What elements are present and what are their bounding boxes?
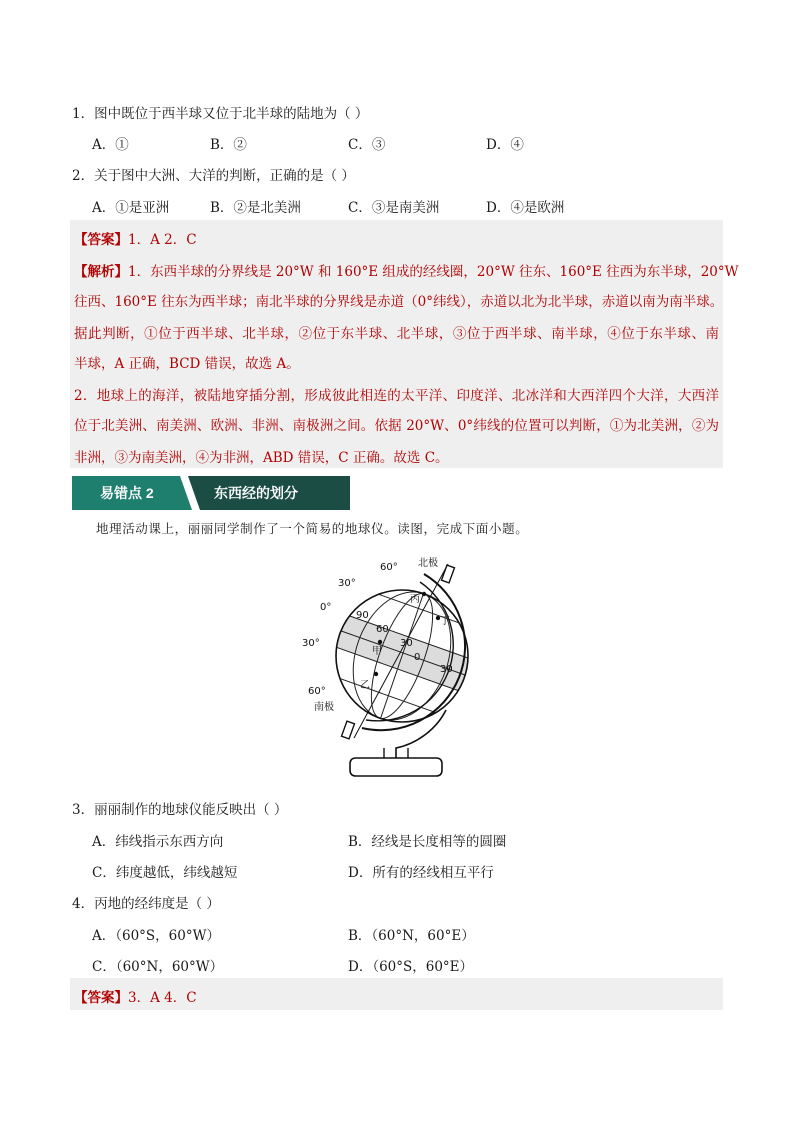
answer-text: 1．A 2．C xyxy=(128,232,197,248)
analysis-line-5: 2．地球上的海洋，被陆地穿插分割，形成彼此相连的太平洋、印度洋、北冰洋和大西洋四个大洋，大西洋 xyxy=(74,388,719,404)
stand-arm xyxy=(396,710,446,758)
label-30-left: 30° xyxy=(302,638,320,649)
label-south-pole: 南极 xyxy=(314,702,334,713)
label-0: 0° xyxy=(320,602,332,613)
label-30n: 30° xyxy=(338,578,356,589)
stand-base xyxy=(350,758,442,776)
q1-option-d: D．④ xyxy=(486,137,524,153)
analysis-line-2: 往西、160°E 往东为西半球；南北半球的分界线是赤道（0°纬线），赤道以北为北半球，赤道以南为南半球。 xyxy=(74,294,724,310)
q1-option-a: A．① xyxy=(92,137,129,153)
label-bing: 丙 xyxy=(410,594,420,605)
answer-analysis-box-1 xyxy=(70,220,739,468)
section-label: 易错点 2 xyxy=(100,485,154,501)
analysis-tag: 【解析】 xyxy=(74,264,128,280)
answer-2 xyxy=(74,986,197,1006)
q3-option-a: A．纬线指示东西方向 xyxy=(92,834,224,850)
ring-cap-bottom xyxy=(342,721,355,739)
q4-option-a: A．（60°S，60°W） xyxy=(92,928,220,944)
q4-option-b: B．（60°N，60°E） xyxy=(348,928,475,944)
analysis-line-6: 位于北美洲、南美洲、欧洲、非洲、南极洲之间。依据 20°W、0°纬线的位置可以判断，①为北美洲，②为 xyxy=(74,418,719,434)
analysis-line-3: 据此判断，①位于西半球、北半球，②位于东半球、北半球，③位于西半球、南半球，④位于东半球、南 xyxy=(74,326,719,342)
label-yi: 乙 xyxy=(360,680,370,691)
answer-tag: 【答案】 xyxy=(74,232,128,248)
point-jia xyxy=(378,640,382,644)
q4-option-c: C．（60°N，60°W） xyxy=(92,959,224,975)
latitude-line-60s xyxy=(316,670,496,734)
q1-option-b: B．② xyxy=(210,137,247,153)
answer-box-2 xyxy=(70,978,723,1010)
q1-option-c: C．③ xyxy=(348,137,386,153)
label-grid-60: 60 xyxy=(376,624,389,635)
label-60n: 60° xyxy=(380,562,398,573)
section-title: 东西经的划分 xyxy=(214,485,298,501)
label-grid-30b: 30 xyxy=(440,664,453,675)
q2-option-a: A．①是亚洲 xyxy=(92,200,170,216)
point-yi xyxy=(374,672,378,676)
q4-option-d: D．（60°S，60°E） xyxy=(348,959,474,975)
label-ding: 丁 xyxy=(440,616,450,627)
globe-figure xyxy=(296,552,496,780)
label-grid-90: 90 xyxy=(356,610,369,621)
intro-text: 地理活动课上，丽丽同学制作了一个简易的地球仪。读图，完成下面小题。 xyxy=(96,521,529,536)
point-bing xyxy=(422,592,426,596)
section-header-banner xyxy=(72,476,350,510)
ring-cap-top xyxy=(442,565,455,583)
label-jia: 甲 xyxy=(372,646,382,657)
q3-option-d: D．所有的经线相互平行 xyxy=(348,865,494,881)
answer-1 xyxy=(74,228,197,248)
label-grid-0: 0 xyxy=(414,652,421,663)
q2-option-b: B．②是北美洲 xyxy=(210,200,301,216)
answer-2-tag: 【答案】 xyxy=(74,990,128,1006)
analysis-line-4: 半球，A 正确，BCD 错误，故选 A。 xyxy=(74,356,300,372)
q2-option-c: C．③是南美洲 xyxy=(348,200,440,216)
question-4-stem: 4．丙地的经纬度是（ ） xyxy=(72,896,220,912)
section-header xyxy=(72,476,350,510)
question-2-stem: 2．关于图中大洲、大洋的判断，正确的是（ ） xyxy=(72,168,355,184)
label-grid-30a: 30 xyxy=(400,638,413,649)
question-1-stem: 1．图中既位于西半球又位于北半球的陆地为（ ） xyxy=(72,106,369,122)
q3-option-c: C．纬度越低，纬线越短 xyxy=(92,865,238,881)
equator-line xyxy=(316,622,496,686)
analysis-line-1 xyxy=(74,260,739,280)
analysis-line-7: 非洲，③为南美洲，④为非洲，ABD 错误，C 正确。故选 C。 xyxy=(74,450,449,466)
q2-option-d: D．④是欧洲 xyxy=(486,200,565,216)
label-north-pole: 北极 xyxy=(418,558,438,569)
q3-option-b: B．经线是长度相等的圆圈 xyxy=(348,834,507,850)
analysis-text: 1．东西半球的分界线是 20°W 和 160°E 组成的经线圈，20°W 往东、160°E 往西为东半球，20°W xyxy=(128,264,739,280)
label-60s: 60° xyxy=(308,686,326,697)
answer-2-text: 3．A 4．C xyxy=(128,990,197,1006)
question-3-stem: 3．丽丽制作的地球仪能反映出（ ） xyxy=(72,802,288,818)
